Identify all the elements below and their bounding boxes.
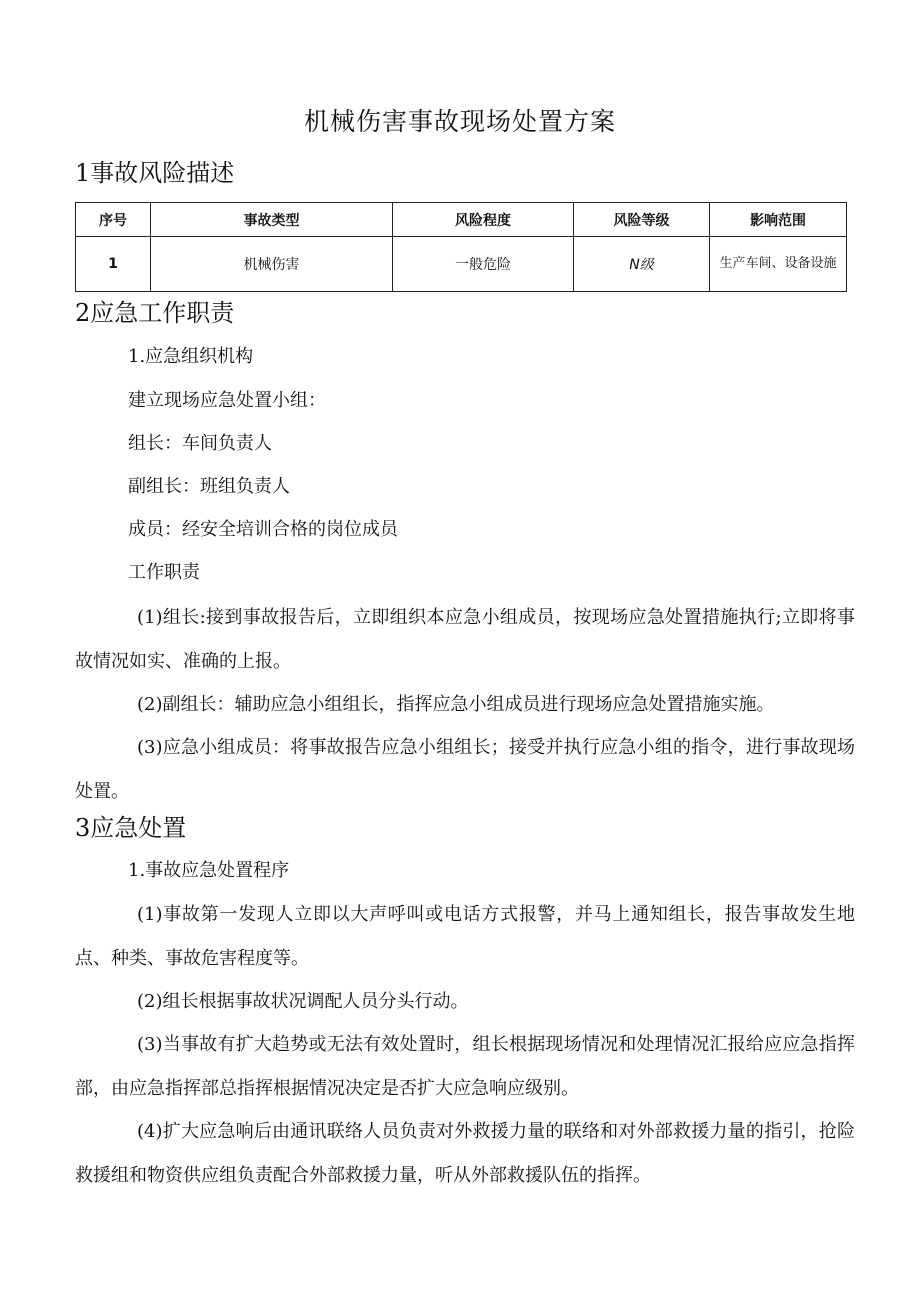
cell-scope: 生产车间、设备设施 [710,237,847,292]
vice-leader-line: 副组长：班组负责人 [128,476,290,497]
header-scope: 影响范围 [710,203,847,237]
duty-3-paragraph: (3)应急小组成员：将事故报告应急小组组长；接受并执行应急小组的指令，进行事故现场处置。 [75,737,855,802]
section-3-subheading: 1.事故应急处置程序 [128,860,290,881]
cell-no: 1 [76,237,151,292]
risk-table [75,202,847,292]
cell-level: N级 [574,237,710,292]
duty-2-paragraph: (2)副组长：辅助应急小组组长，指挥应急小组成员进行现场应急处置措施实施。 [137,694,775,715]
section-2-heading: 2应急工作职责 [75,299,235,327]
leader-line: 组长：车间负责人 [128,433,272,454]
section-2-subheading: 1.应急组织机构 [128,346,254,367]
risk-table-row [76,237,847,292]
duty-1-paragraph: (1)组长:接到事故报告后，立即组织本应急小组成员，按现场应急处置措施执行;立即将事故情况如实、准确的上报。 [75,607,855,672]
header-no: 序号 [76,203,151,237]
header-type: 事故类型 [151,203,393,237]
members-line: 成员：经安全培训合格的岗位成员 [128,519,398,540]
group-setup-line: 建立现场应急处置小组： [128,390,326,411]
document-title: 机械伤害事故现场处置方案 [303,107,616,136]
cell-degree: 一般危险 [393,237,574,292]
duty-title: 工作职责 [128,562,200,583]
risk-table-header-row [76,203,847,237]
section-3-heading: 3应急处置 [75,814,187,842]
header-level: 风险等级 [574,203,710,237]
step-1-paragraph: (1)事故第一发现人立即以大声呼叫或电话方式报警，并马上通知组长，报告事故发生地点、种类、事故危害程度等。 [75,904,855,969]
step-3-paragraph: (3)当事故有扩大趋势或无法有效处置时，组长根据现场情况和处理情况汇报给应应急指挥部，由应急指挥部总指挥根据情况决定是否扩大应急响应级别。 [75,1034,855,1099]
header-degree: 风险程度 [393,203,574,237]
cell-type: 机械伤害 [151,237,393,292]
section-1-heading: 1事故风险描述 [75,159,235,187]
step-2-paragraph: (2)组长根据事故状况调配人员分头行动。 [137,991,469,1012]
step-4-paragraph: (4)扩大应急响后由通讯联络人员负责对外救援力量的联络和对外部救援力量的指引，抢险救援组和物资供应组负责配合外部救援力量，听从外部救援队伍的指挥。 [75,1121,855,1186]
